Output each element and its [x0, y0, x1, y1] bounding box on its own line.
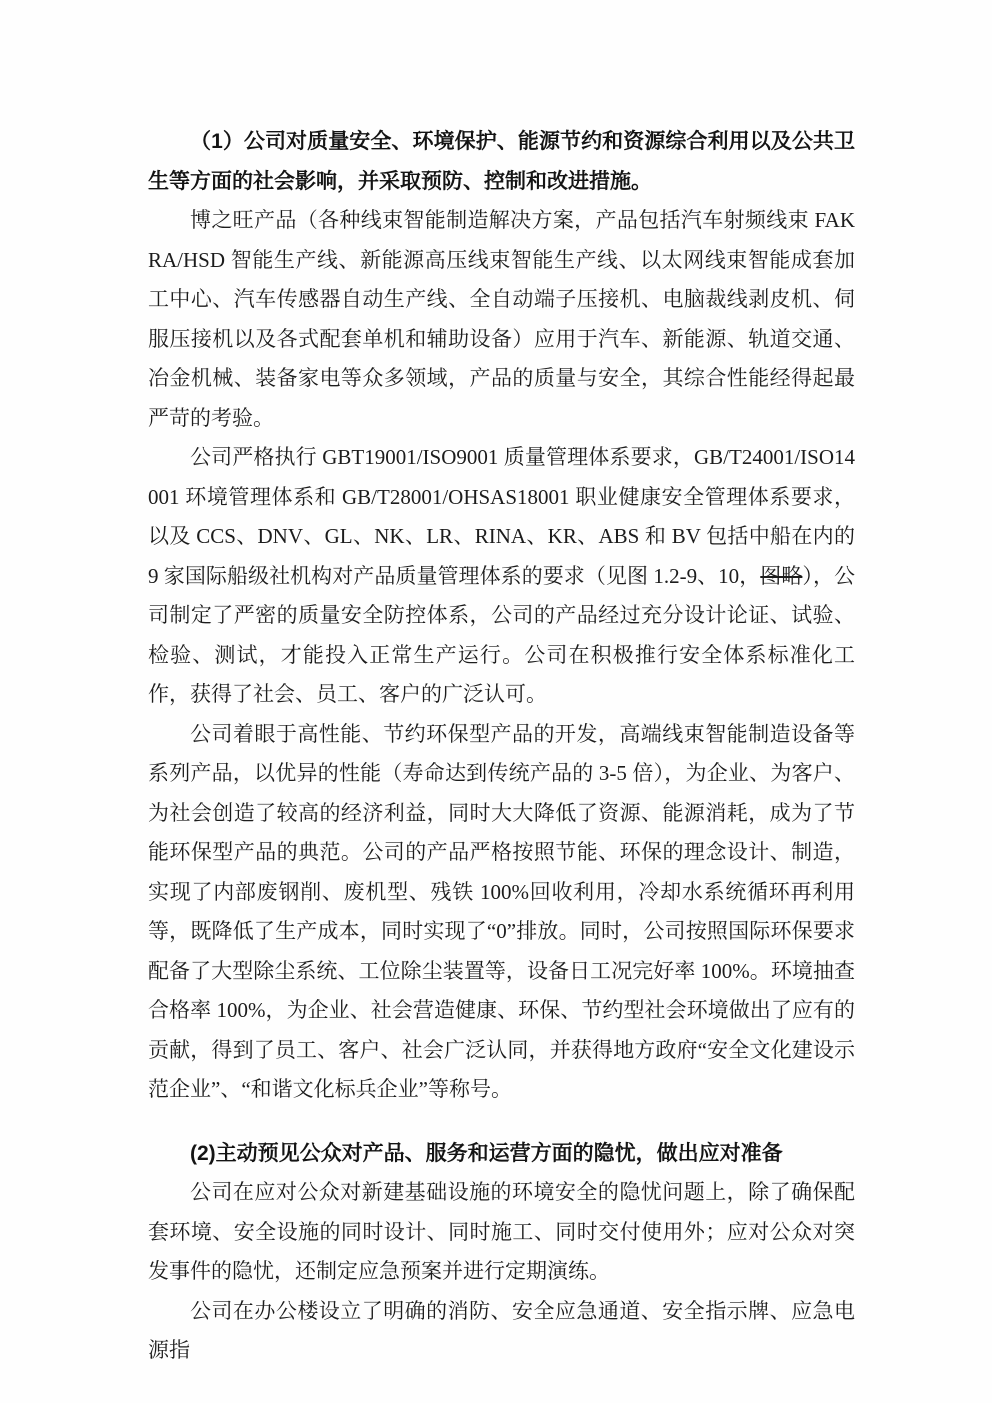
quality-text-after-strike: ），公司制定了严密的质量安全防控体系，公司的产品经过充分设计论证、试验、检验、测试，才能投入正常生产运行。公司在积极推行安全体系标准化工作，获得了社会、员工、客户的广泛认可。 — [148, 563, 855, 706]
section-1-heading: （1）公司对质量安全、环境保护、能源节约和资源综合利用以及公共卫生等方面的社会影响，并采取预防、控制和改进措施。 — [148, 130, 855, 193]
paragraph-products-overview: 博之旺产品（各种线束智能制造解决方案，产品包括汽车射频线束 FAKRA/HSD 智能生产线、新能源高压线束智能生产线、以太网线束智能成套加工中心、汽车传感器自动生产线、全自动端子压接机、电脑裁线剥皮机、伺服压接机以及各式配套单机和辅助设备）应用于汽车、新能源、轨道交通、冶金机械、装备家电等众多领域，产品的质量与安全，其综合性能经得起最严苛的考验。 — [148, 208, 855, 430]
quality-text-before-strike: 公司严格执行 GBT19001/ISO9001 质量管理体系要求，GB/T24001/ISO14001 环境管理体系和 GB/T28001/OHSAS18001 职业健康安全管理体系要求，以及 CCS、DNV、GL、NK、LR、RINA、KR、ABS 和 BV 包括中船在内的 9 家国际船级社机构对产品质量管理体系的要求（见图 1.2-9、10， — [148, 445, 855, 588]
paragraph-quality-system — [148, 438, 855, 715]
paragraph-green-products: 公司着眼于高性能、节约环保型产品的开发，高端线束智能制造设备等系列产品，以优异的性能（寿命达到传统产品的 3-5 倍），为企业、为客户、为社会创造了较高的经济利益，同时大大降低了资源、能源消耗，成为了节能环保型产品的典范。公司的产品严格按照节能、环保的理念设计、制造，实现了内部废钢削、废机型、残铁 100%回收利用，冷却水系统循环再利用等，既降低了生产成本，同时实现了“0”排放。同时，公司按照国际环保要求配备了大型除尘系统、工位除尘装置等，设备日工况完好率 100%。环境抽查合格率 100%，为企业、社会营造健康、环保、节约型社会环境做出了应有的贡献，得到了员工、客户、社会广泛认同，并获得地方政府“安全文化建设示范企业”、“和谐文化标兵企业”等称号。 — [148, 721, 855, 1101]
paragraph-emergency-facilities: 公司在办公楼设立了明确的消防、安全应急通道、安全指示牌、应急电源指 — [148, 1298, 855, 1362]
paragraph-public-concern: 公司在应对公众对新建基础设施的环境安全的隐忧问题上，除了确保配套环境、安全设施的同时设计、同时施工、同时交付使用外；应对公众对突发事件的隐忧，还制定应急预案并进行定期演练。 — [148, 1180, 855, 1283]
strikethrough-figure-omitted-text: 图略 — [760, 563, 803, 588]
section-2-heading: (2)主动预见公众对产品、服务和运营方面的隐忧，做出应对准备 — [190, 1141, 783, 1165]
